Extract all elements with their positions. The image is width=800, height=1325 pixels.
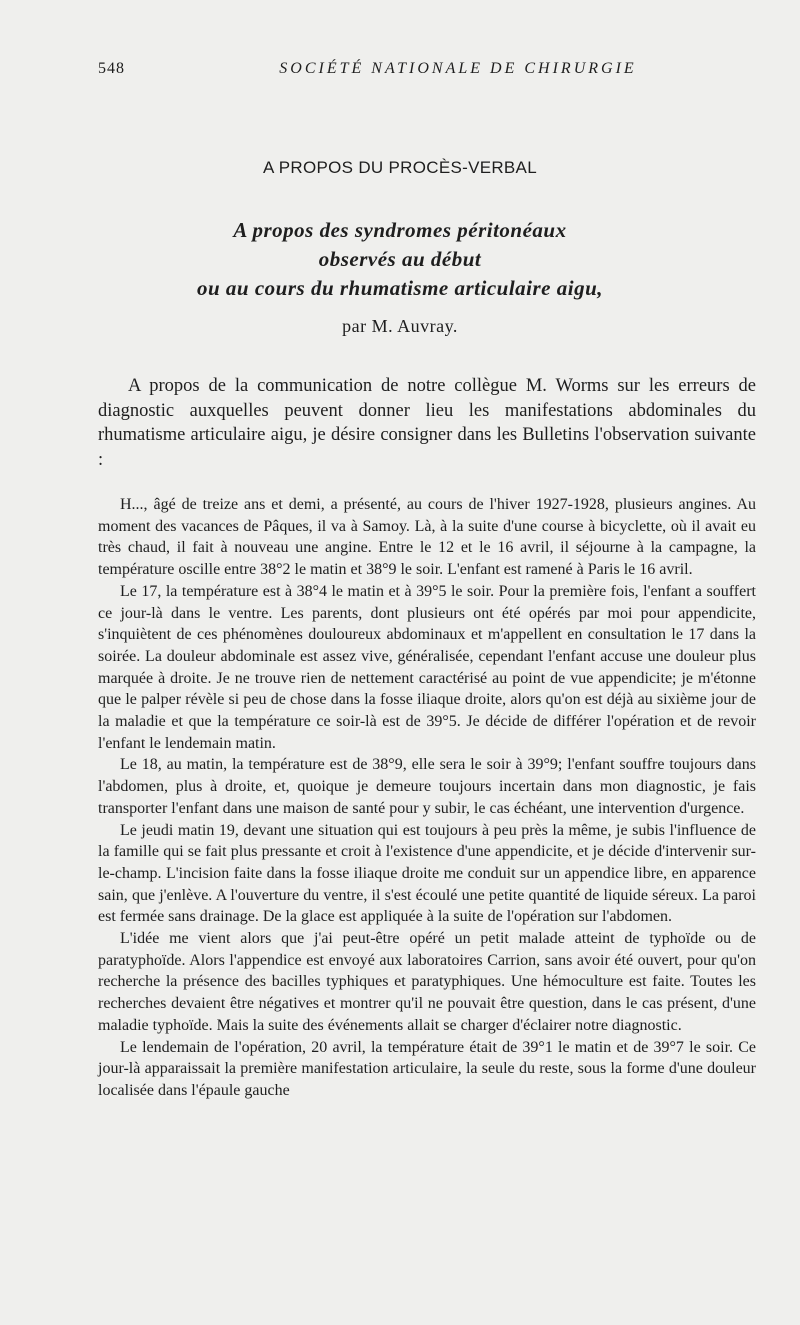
case-report-body (98, 494, 756, 1102)
body-paragraph-1: H..., âgé de treize ans et demi, a présenté, au cours de l'hiver 1927-1928, plusieurs angines. Au moment des vacances de Pâques, il va à Samoy. Là, à la suite d'une course à bicyclette, où il avait eu très chaud, il fait à nouveau une angine. Entre le 12 et le 16 avril, il séjourne à la campagne, la température oscille entre 38°2 le matin et 38°9 le soir. L'enfant est ramené à Paris le 16 avril. (98, 496, 756, 579)
body-paragraph-3: Le 18, au matin, la température est de 38°9, elle sera le soir à 39°9; l'enfant souffre toujours dans l'abdomen, plus à droite, et, quoique je demeure toujours incertain dans mon diagnostic, je fais transporter l'enfant dans une maison de santé pour y subir, le cas échéant, une intervention d'urgence. (98, 756, 756, 817)
section-heading: A PROPOS DU PROCÈS-VERBAL (263, 158, 537, 177)
body-paragraph-2: Le 17, la température est à 38°4 le matin et à 39°5 le soir. Pour la première fois, l'enfant a souffert ce jour-là dans le ventre. Les parents, dont plusieurs ont été opérés par moi pour appendicite, s'inquiètent de ces phénomènes douloureux abdominaux et m'appellent en consultation le 17 dans la soirée. La douleur abdominale est assez vive, généralisée, cependant l'enfant accuse une douleur plus marquée à droite. Je ne trouve rien de nettement caractérisé au point de vue appendicite; je m'étonne que le palper révèle si peu de chose dans la fosse iliaque droite, alors qu'on est déjà au sixième jour de la maladie et que la température ce soir-là est de 39°5. Je décide de différer l'opération et de revoir l'enfant le lendemain matin. (98, 582, 756, 752)
running-header (98, 60, 758, 84)
article-title-line-3: ou au cours du rhumatisme articulaire aigu, (196, 276, 603, 300)
author-byline: par M. Auvray. (342, 316, 458, 336)
body-paragraph-6: Le lendemain de l'opération, 20 avril, la température était de 39°1 le matin et de 39°7 le soir. Ce jour-là apparaissait la première manifestation articulaire, la seule du reste, sous la forme d'une douleur localisée dans l'épaule gauche (98, 1038, 756, 1099)
journal-title: SOCIÉTÉ NATIONALE DE CHIRURGIE (279, 60, 637, 77)
article-title (0, 216, 800, 303)
article-title-line-2: observés au début (318, 247, 482, 271)
article-title-line-1: A propos des syndromes péritonéaux (233, 218, 567, 242)
intro-paragraph: A propos de la communication de notre collègue M. Worms sur les erreurs de diagnostic auxquelles peuvent donner lieu les manifestations abdominales du rhumatisme articulaire aigu, je désire consigner dans les Bulletins l'observation suivante : (98, 376, 756, 470)
page-number: 548 (98, 60, 125, 77)
body-paragraph-5: L'idée me vient alors que j'ai peut-être opéré un petit malade atteint de typhoïde ou de paratyphoïde. Alors l'appendice est envoyé aux laboratoires Carrion, sans avoir été ouvert, pour qu'on recherche la présence des bacilles typhiques et paratyphiques. Une hémoculture est faite. Toutes les recherches devaient être négatives et montrer qu'il ne pouvait être question, dans le cas présent, d'une maladie typhoïde. Mais la suite des événements allait se charger d'éclairer notre diagnostic. (98, 930, 756, 1034)
body-paragraph-4: Le jeudi matin 19, devant une situation qui est toujours à peu près la même, je subis l'influence de la famille qui se fait plus pressante et croit à l'existence d'une appendicite, et je décide d'intervenir sur-le-champ. L'incision faite dans la fosse iliaque droite me conduit sur un appendice libre, en apparence sain, que j'enlève. A l'ouverture du ventre, il s'est écoulé une petite quantité de liquide séreux. La paroi est fermée sans drainage. De la glace est appliquée à la suite de l'opération sur l'abdomen. (98, 821, 756, 926)
